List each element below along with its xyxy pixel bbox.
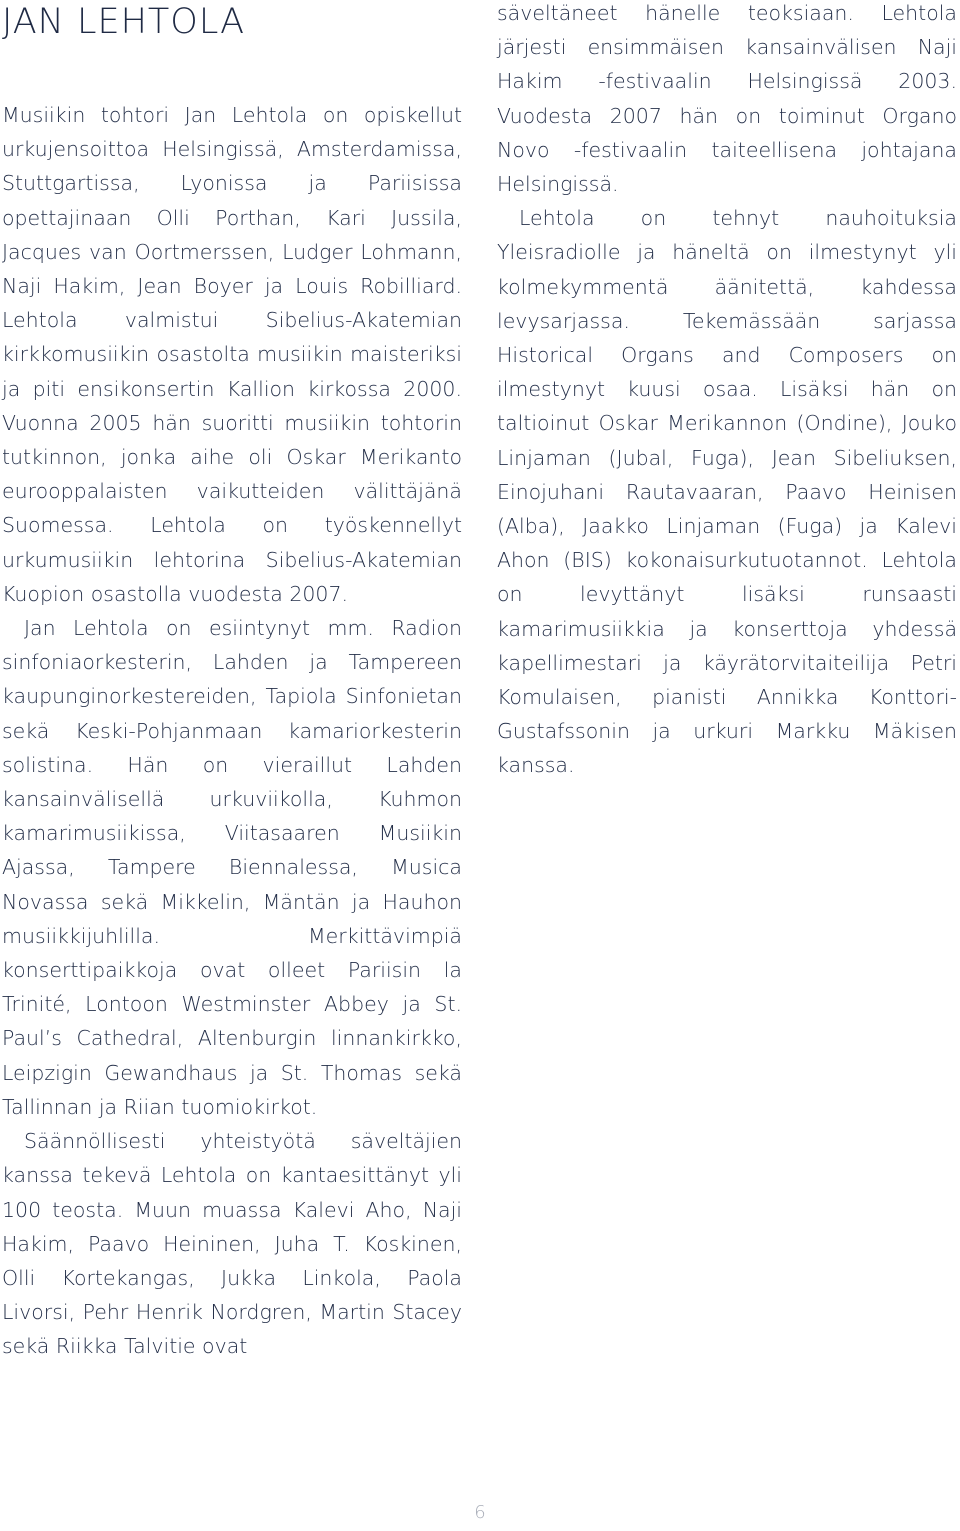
left-column (2, 98, 462, 1364)
right-paragraph-1: säveltäneet hänelle teoksiaan. Lehtola järjesti ensimmäisen kansainvälisen Naji Hakim -festivaalin Helsingissä 2003. Vuodesta 2007 hän on toiminut Organo Novo -festivaalin taiteellisena johtajana Helsingissä. (497, 1, 957, 197)
right-paragraph-2: Lehtola on tehnyt nauhoituksia Yleisradiolle ja häneltä on ilmestynyt yli kolmekymmentä äänitettä, kahdessa levysarjassa. Tekemässään sarjassa Historical Organs and Composers on ilmestynyt kuusi osaa. Lisäksi hän on taltioinut Oskar Merikannon (Ondine), Jouko Linjaman (Jubal, Fuga), Jean Sibeliuksen, Einojuhani Rautavaaran, Paavo Heinisen (Alba), Jaakko Linjaman (Fuga) ja Kalevi Ahon (BIS) kokonaisurkutuotannot. Lehtola on levyttänyt lisäksi runsaasti kamarimusiikkia ja konserttoja yhdessä kapellimestari ja käyrätorvitaiteilija Petri Komulaisen, pianisti Annikka Konttori-Gustafssonin ja urkuri Markku Mäkisen kanssa. (497, 206, 957, 778)
page-title: JAN LEHTOLA (2, 2, 246, 42)
page-number: 6 (474, 1502, 486, 1523)
left-paragraph-3: Säännöllisesti yhteistyötä säveltäjien kanssa tekevä Lehtola on kantaesittänyt yli 100 teosta. Muun muassa Kalevi Aho, Naji Hakim, Paavo Heininen, Juha T. Koskinen, Olli Kortekangas, Jukka Linkola, Paola Livorsi, Pehr Henrik Nordgren, Martin Stacey sekä Riikka Talvitie ovat (2, 1129, 462, 1359)
right-column (497, 0, 957, 783)
left-paragraph-1: Musiikin tohtori Jan Lehtola on opiskellut urkujensoittoa Helsingissä, Amsterdamissa, Stuttgartissa, Lyonissa ja Pariisissa opettajinaan Olli Porthan, Kari Jussila, Jacques van Oortmerssen, Ludger Lohmann, Naji Hakim, Jean Boyer ja Louis Robilliard. Lehtola valmistui Sibelius-Akatemian kirkkomusiikin osastolta musiikin maisteriksi ja piti ensikonsertin Kallion kirkossa 2000. Vuonna 2005 hän suoritti musiikin tohtorin tutkinnon, jonka aihe oli Oskar Merikanto eurooppalaisten vaikutteiden välittäjänä Suomessa. Lehtola on työskennellyt urkumusiikin lehtorina Sibelius-Akatemian Kuopion osastolla vuodesta 2007. (2, 103, 462, 606)
left-paragraph-2: Jan Lehtola on esiintynyt mm. Radion sinfoniaorkesterin, Lahden ja Tampereen kaupunginorkestereiden, Tapiola Sinfonietan sekä Keski-Pohjanmaan kamariorkesterin solistina. Hän on vieraillut Lahden kansainvälisellä urkuviikolla, Kuhmon kamarimusiikissa, Viitasaaren Musiikin Ajassa, Tampere Biennalessa, Musica Novassa sekä Mikkelin, Mäntän ja Hauhon musiikkijuhlilla. Merkittävimpiä konserttipaikkoja ovat olleet Pariisin la Trinité, Lontoon Westminster Abbey ja St. Paul’s Cathedral, Altenburgin linnankirkko, Leipzigin Gewandhaus ja St. Thomas sekä Tallinnan ja Riian tuomiokirkot. (2, 616, 462, 1119)
